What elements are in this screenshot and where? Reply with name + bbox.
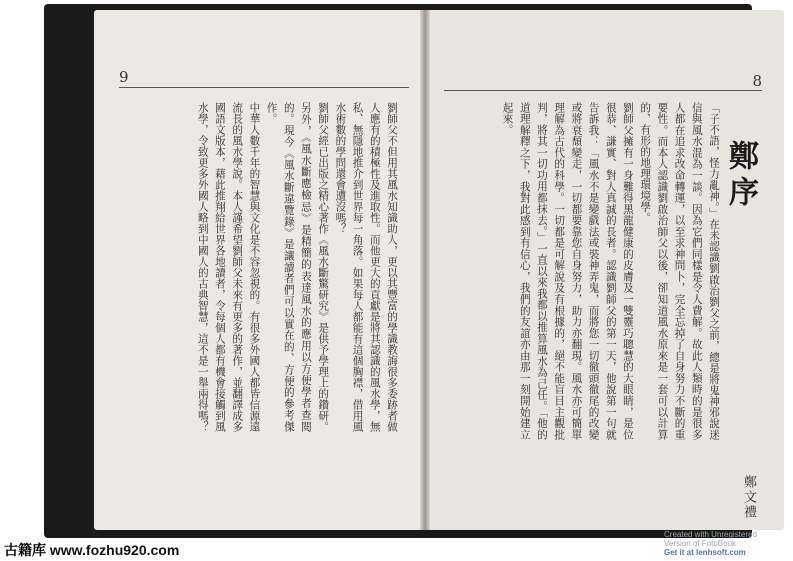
site-watermark [4,540,179,560]
author-signature: 鄭文禮 [741,475,756,520]
header-rule-left [119,87,409,88]
right-paragraph-2: 劉師父擁有一身難得黑龍健康的皮膚及一雙靈巧聰慧的大眼睛，是位很恭、謙實、對人真誠的長者。認識劉師父的第一天，他說第一句就告訴我：「風水不是變戲法或裝神弄鬼，而將您一切徹頭徹尾的改變或將衰頹變走，一切都要靠您自身努力，助力亦翻現。風水亦可簡單理解為古代的科學。一切都是可解說及有根據的，絕不能盲目主觀批判，將其一切功用都抹去。」一直以來我都以推算風水為己任。「他的道理解釋之下，我對此感到有信心，我們的友誼亦由那一刻開始建立起來。 [501,102,634,440]
fotobook-watermark [664,530,790,557]
left-page-body [104,102,400,432]
left-paragraph-2: 劉師父經已出版之精心著作《風水斷驚研究》是供予學理上的鑽研。另外，《風水斷應檢忌》是精簡的表達風水的應用以方便學者查閱的。現今《風水斷違覽錄》是讓讀者們可以實在的、方便的參考傑作。 [265,102,330,432]
fotobook-line-1: Created with Unregistered [664,530,757,539]
page-number-left: 9 [119,68,129,86]
fotobook-line-3: Get it at lenhsoft.com [664,548,746,557]
preface-title: 鄭序 [723,140,758,212]
right-paragraph-1: 「子不語，怪力亂神。」在未認識劉啟治劉父之前，總是將鬼神邪說迷信與風水混為一談。因為它們同樣是令人費解。故此人類時的是很多人都在追求改命轉運，以至求神問卜，完全忘掉了自身努力不斷的重要性。而本人認識劉啟治師父以後，卻知道風水原來是一套可以計算的、有形的地理環境學。 [639,102,720,440]
left-page [94,10,424,530]
site-url: www.fozhu920.com [49,542,180,558]
site-name: 古籍库 [4,542,46,558]
left-paragraph-3: 中華人數千年的智慧與文化是不容忽視的。有很多外國人都皆信源遠流長的風水學說。本人謹希望劉師父未來有更多的著作，並翻譯成多國語文版本，藉此推翔給世界各地讀者，令每個人都有機會接觸到風水學，令致更多外國人略到中國人的古典智慧，這不是一舉兩得嗎？ [196,102,261,432]
page-number-right: 8 [752,72,762,90]
book-gutter [420,10,430,530]
fotobook-line-2: Version of FotoBook [664,539,737,548]
right-page [424,10,784,530]
open-book-scan [44,4,762,538]
right-page-body [462,102,722,440]
left-paragraph-1: 劉師父不但用其風水知識助人，更以其豐富的學識教誨很多委跡者做人應有的積極性及進取性。而他更大的貢獻是將其認識的風水學，無私、無隱地推介到世界每一角落。如果每人都能有這個胸襟，借用風水術數的學問還會遭沒嗎？ [334,102,398,432]
header-rule-right [444,90,762,91]
